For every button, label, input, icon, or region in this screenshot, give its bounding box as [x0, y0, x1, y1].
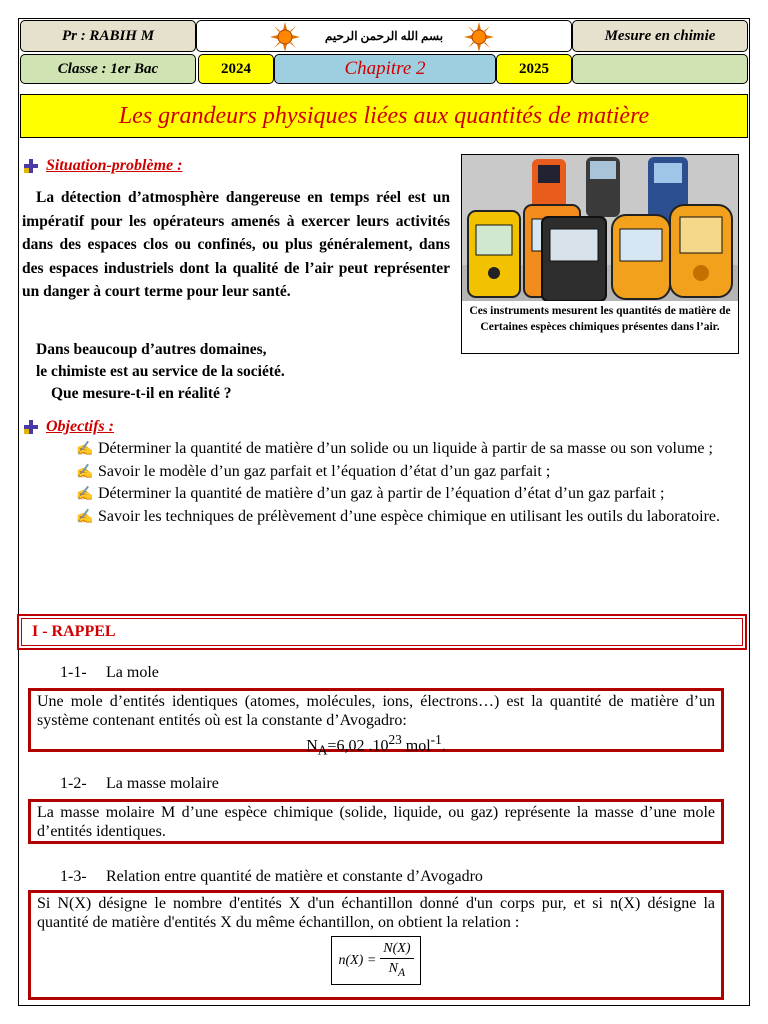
- relation-definition-text: Si N(X) désigne le nombre d'entités X d'un échantillon donné d'un corps pur, et si n(X) désigne la quantité de matière d'entités X du même échantillon, on obtient la relation :: [37, 895, 715, 931]
- gas-detectors-image: [462, 155, 738, 301]
- pen-bullet-icon: ✍: [76, 487, 94, 502]
- molar-mass-definition-box: [28, 799, 724, 844]
- year-end-cell: [496, 54, 572, 84]
- pen-bullet-icon: ✍: [76, 442, 94, 457]
- year-start-cell: [198, 54, 274, 84]
- objective-item: ✍ Déterminer la quantité de matière d’un gaz à partir de l’équation d’état d’un gaz parfait ;: [76, 483, 736, 506]
- situation-paragraph: La détection d’atmosphère dangereuse en temps réel est un impératif pour les opérateurs amenés à exercer leurs activités dans des espaces clos ou confinés, ou plus généralement, dans des espaces industriels dont la qualité de l’air peut représenter un danger à court terme pour leur santé.: [22, 189, 450, 300]
- chapter-cell: [274, 54, 496, 84]
- situation-question: Que mesure-t-il en réalité ?: [51, 385, 232, 402]
- subsection-relation: 1-3- Relation entre quantité de matière et constante d’Avogadro: [60, 868, 483, 885]
- objective-item: ✍ Savoir le modèle d’un gaz parfait et l’équation d’état d’un gaz parfait ;: [76, 461, 736, 484]
- year-end: 2025: [519, 60, 549, 77]
- mole-definition-text: Une mole d’entités identiques (atomes, molécules, ions, électrons…) est la quantité de matière d’un système contenant entités où est la constante d’Avogadro:: [37, 693, 715, 729]
- teacher-name: Pr : RABIH M: [61, 27, 155, 44]
- chapter-title-band: [20, 94, 748, 138]
- chapter-label: Chapitre 2: [344, 58, 426, 79]
- sun-ornament-right-icon: [464, 22, 494, 52]
- subsection-mole: 1-1- La mole: [60, 664, 159, 681]
- teacher-cell: [20, 20, 196, 52]
- subject-cell: [572, 20, 748, 52]
- molar-mass-definition-text: La masse molaire M d’une espèce chimique (solide, liquide, ou gaz) représente la masse d’une mole d’entités identiques.: [37, 804, 715, 840]
- subsection-molar-mass: 1-2- La masse molaire: [60, 775, 219, 792]
- objectives-title: Objectifs :: [46, 418, 114, 435]
- sun-ornament-left-icon: [270, 22, 300, 52]
- situation-line-2: le chimiste est au service de la société.: [36, 363, 285, 380]
- empty-header-cell: [572, 54, 748, 84]
- situation-line-1: Dans beaucoup d’autres domaines,: [36, 341, 267, 358]
- subject-label: Mesure en chimie: [604, 27, 716, 44]
- chapter-title: Les grandeurs physiques liées aux quantités de matière: [118, 102, 650, 129]
- basmala-text: بسم الله الرحمن الرحيم: [324, 28, 444, 43]
- gas-detectors-photo: [461, 154, 739, 354]
- plus-bullet-icon: [24, 420, 38, 434]
- situation-heading: [24, 157, 182, 175]
- rappel-title: I - RAPPEL: [32, 623, 116, 640]
- photo-caption: Ces instruments mesurent les quantités de matière de Certaines espèces chimiques présentes dans l’air.: [469, 305, 731, 333]
- plus-bullet-icon: [24, 159, 38, 173]
- basmala-cell: [196, 20, 572, 52]
- relation-definition-box: [28, 890, 724, 1000]
- relation-formula: n(X) = $\frac{N(X)}{N_A}$: [331, 936, 420, 985]
- objective-item: ✍ Déterminer la quantité de matière d’un solide ou un liquide à partir de sa masse ou son volume ;: [76, 438, 736, 461]
- relation-formula-row: [37, 936, 715, 985]
- year-start: 2024: [221, 60, 251, 77]
- class-label: Classe : 1er Bac: [57, 60, 159, 77]
- pen-bullet-icon: ✍: [76, 464, 94, 480]
- pen-bullet-icon: ✍: [76, 509, 94, 525]
- avogadro-constant: $N_A=6,02$ $.10^{23}$ mol$^{-1}$.: [306, 732, 446, 758]
- situation-title: Situation-problème :: [46, 157, 183, 174]
- objectives-list: [76, 438, 736, 528]
- objectives-heading: [24, 418, 114, 436]
- rappel-section-header: [17, 614, 747, 650]
- class-cell: [20, 54, 196, 84]
- objective-item: ✍ Savoir les techniques de prélèvement d’une espèce chimique en utilisant les outils du laboratoire.: [76, 506, 736, 529]
- mole-definition-box: [28, 688, 724, 758]
